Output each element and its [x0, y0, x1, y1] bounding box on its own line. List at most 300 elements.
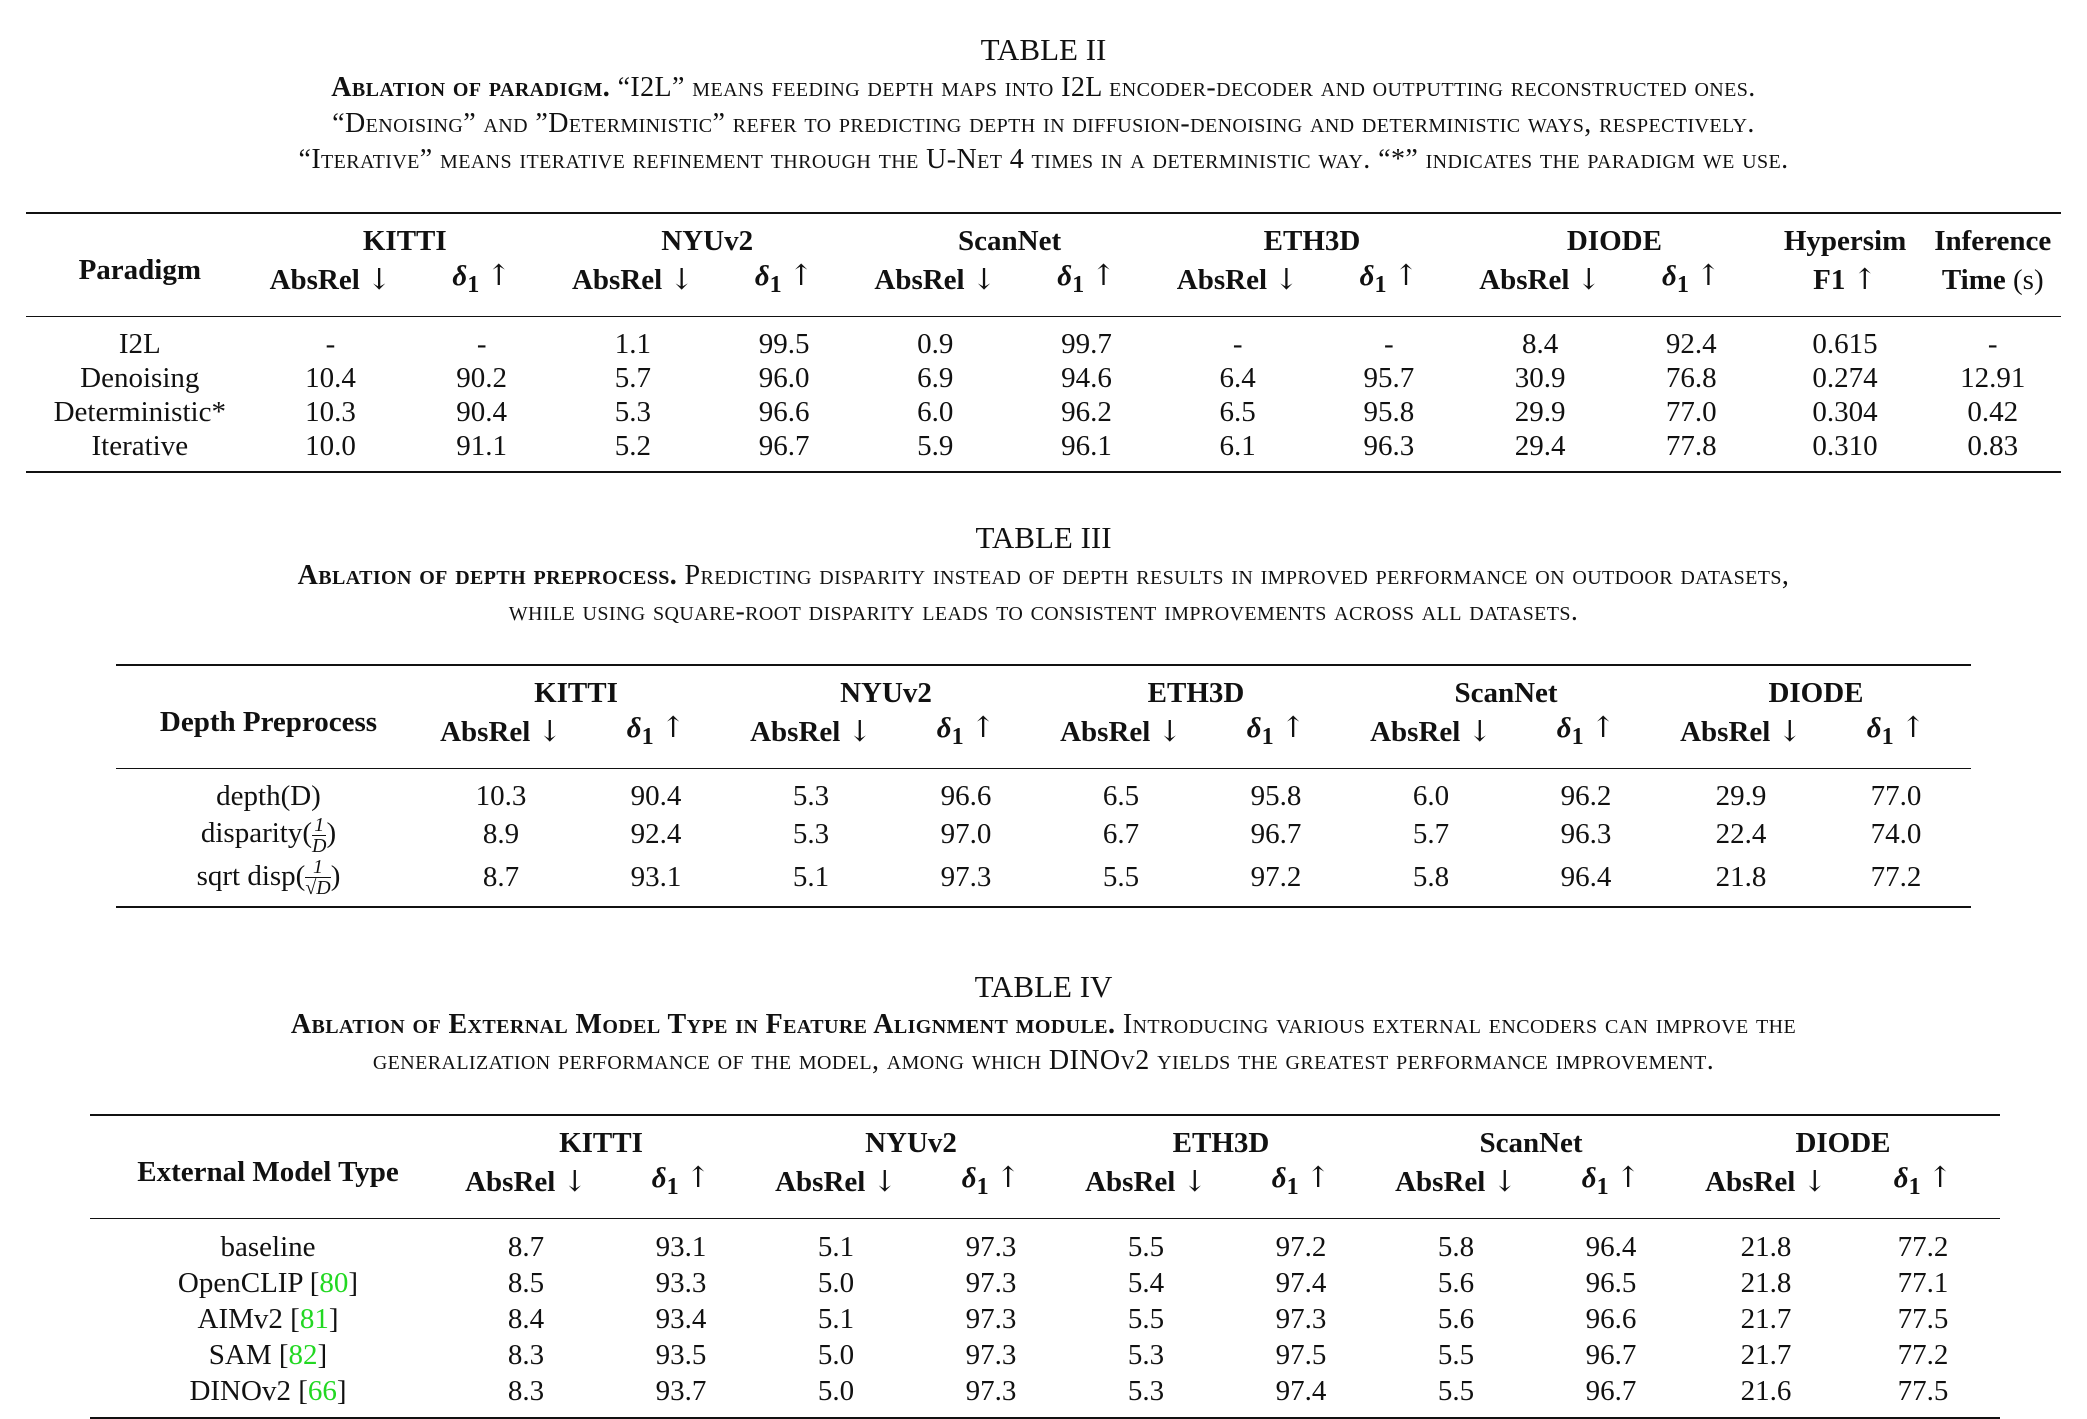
table-cell: 29.9	[1514, 395, 1566, 428]
table-row	[90, 1265, 2000, 1301]
table-cell: 96.3	[1363, 429, 1415, 462]
table-cell: 96.7	[1250, 818, 1302, 851]
table-cell: 97.3	[965, 1266, 1017, 1299]
table-cell: 21.7	[1740, 1338, 1792, 1371]
table-cell: 91.1	[456, 429, 508, 462]
table3-metric-delta1	[1201, 710, 1351, 768]
table-cell: 0.9	[917, 327, 954, 360]
metric-delta-subscript: 1	[1286, 1172, 1299, 1200]
arrow-up-icon: ↑	[660, 710, 686, 744]
table2-hypersim-metric	[1766, 258, 1925, 316]
arrow-up-icon: ↑	[486, 258, 511, 292]
table2-metric-absrel	[1463, 258, 1617, 316]
metric-absrel-label: AbsRel	[1176, 264, 1268, 297]
metric-delta-label: δ	[1662, 260, 1677, 292]
table-row	[116, 856, 1971, 908]
table-cell: 0.615	[1812, 327, 1878, 360]
arrow-down-icon: ↓	[1157, 714, 1182, 749]
table-cell: 29.9	[1715, 779, 1767, 812]
row-label-text: DINOv2	[189, 1374, 291, 1407]
arrow-up-icon: ↑	[1305, 1160, 1331, 1194]
table-cell: 96.1	[1061, 429, 1112, 462]
table-cell: 8.4	[1521, 327, 1559, 360]
table3-col-preprocess: Depth Preprocess	[159, 705, 378, 738]
table-cell: 97.2	[1250, 861, 1302, 894]
table-cell: 97.2	[1275, 1230, 1327, 1263]
table3-group-header: NYUv2	[840, 677, 932, 709]
arrow-down-icon: ↓	[1467, 714, 1492, 749]
arrow-up-icon: ↑	[1900, 710, 1926, 744]
table-cell: 96.6	[758, 395, 810, 428]
metric-delta-label: δ	[1866, 712, 1882, 744]
table-cell: 6.4	[1219, 361, 1256, 394]
table4-col-model-type: External Model Type	[137, 1155, 399, 1188]
arrow-up-icon: ↑	[1091, 258, 1116, 292]
table-cell: 90.4	[456, 395, 508, 428]
table-cell: 10.4	[305, 361, 356, 394]
table2-group-header: NYUv2	[661, 225, 754, 257]
row-label-text: disparity(	[200, 816, 313, 849]
arrow-up-icon: ↑	[1696, 258, 1721, 292]
table-cell: 8.5	[507, 1266, 545, 1299]
metric-absrel-label: AbsRel	[571, 264, 663, 297]
table2-group-header: DIODE	[1566, 225, 1662, 257]
inference-unit: (s)	[2013, 263, 2044, 296]
table2-caption-line: “I2L” means feeding depth maps into I2L encoder-decoder and outputting reconstructed ones.	[617, 72, 1756, 103]
table-cell: 5.5	[1127, 1230, 1165, 1263]
table-cell: 5.3	[792, 779, 830, 812]
table4-caption-line: Introducing various external encoders can improve the	[1122, 1009, 1797, 1040]
table-cell: 77.0	[1870, 779, 1922, 812]
table-cell: 5.5	[1102, 861, 1140, 894]
fraction	[312, 815, 326, 856]
table3-caption-line: while using square-root disparity leads to consistent improvements across all datasets.	[508, 596, 1579, 627]
metric-absrel-label: AbsRel	[1705, 1166, 1796, 1199]
table-cell: 95.8	[1363, 395, 1415, 428]
table-cell: 5.0	[817, 1374, 855, 1407]
metric-absrel-label: AbsRel	[1479, 264, 1570, 297]
table4-metric-absrel	[1066, 1160, 1226, 1218]
metric-delta-subscript: 1	[1374, 270, 1387, 298]
table-cell: 0.42	[1967, 395, 2019, 428]
row-label: DINOv2 [66]	[189, 1374, 347, 1407]
table-cell: 97.4	[1275, 1266, 1327, 1299]
table-cell: 6.5	[1219, 395, 1256, 428]
arrow-down-icon: ↓	[1576, 262, 1601, 297]
inference-time-label: Time	[1941, 263, 2006, 296]
table-cell: 99.5	[758, 327, 810, 360]
metric-delta-label: δ	[936, 712, 952, 744]
table-cell: 12.91	[1960, 361, 2026, 394]
table-cell: 92.4	[630, 818, 682, 851]
table-cell: 6.0	[1412, 779, 1450, 812]
table-cell: 77.0	[1665, 395, 1717, 428]
table-cell: 96.4	[1560, 861, 1612, 894]
table-cell: 97.3	[965, 1302, 1017, 1335]
metric-delta-subscript: 1	[467, 270, 480, 298]
table-cell: 30.9	[1514, 361, 1566, 394]
metric-delta-label: δ	[1246, 712, 1262, 744]
arrow-up-icon: ↑	[1927, 1160, 1953, 1194]
table3-metric-delta1	[891, 710, 1041, 768]
metric-absrel-label: AbsRel	[775, 1166, 866, 1199]
table-cell: 90.2	[456, 361, 508, 394]
table2-metric-absrel	[858, 258, 1012, 316]
table-row	[26, 395, 2061, 429]
table-cell: 77.1	[1897, 1266, 1949, 1299]
table-cell: 97.3	[965, 1338, 1017, 1371]
table4-metric-absrel	[446, 1160, 606, 1218]
row-label	[116, 856, 421, 908]
table-cell: 10.3	[305, 395, 356, 428]
table2-caption-line: “Iterative” means iterative refinement through the U-Net 4 times in a deterministic way. “*” indicates the paradigm we use.	[298, 144, 1789, 175]
table-cell: 96.3	[1560, 818, 1612, 851]
table-cell: 5.5	[1437, 1338, 1475, 1371]
table-row	[116, 813, 1971, 856]
table3-caption-line: Predicting disparity instead of depth results in improved performance on outdoor datasets,	[684, 560, 1790, 591]
table-cell: 96.7	[758, 429, 810, 462]
table-cell: 96.7	[1585, 1374, 1637, 1407]
table4-metric-absrel	[1686, 1160, 1846, 1218]
row-label-text: depth(D)	[216, 779, 321, 812]
table-cell: 8.7	[507, 1230, 545, 1263]
table-cell: 8.9	[482, 818, 520, 851]
table-cell: 6.1	[1219, 429, 1256, 462]
table-cell: 74.0	[1870, 818, 1922, 851]
table-cell: 21.7	[1740, 1302, 1792, 1335]
row-label: AIMv2 [81]	[197, 1302, 339, 1335]
row-label: SAM [82]	[208, 1338, 328, 1371]
table-cell: 21.6	[1740, 1374, 1792, 1407]
table-cell: 76.8	[1665, 361, 1717, 394]
fraction-denominator: √D	[305, 877, 331, 900]
table4-metric-absrel	[1376, 1160, 1536, 1218]
citation-link[interactable]: 82	[288, 1338, 318, 1371]
metric-delta-label: δ	[1271, 1162, 1287, 1194]
table-cell: 5.0	[817, 1266, 855, 1299]
fraction-denominator: D	[312, 834, 327, 857]
table4-group-header: KITTI	[559, 1127, 643, 1159]
row-label-suffix: )	[330, 859, 341, 892]
metric-delta-subscript: 1	[951, 722, 964, 750]
table3-label: TABLE III	[975, 520, 1112, 555]
metric-absrel-label: AbsRel	[1060, 716, 1151, 749]
table3-heading	[0, 520, 2087, 630]
table-row	[26, 429, 2061, 472]
hypersim-f1-label: F1	[1813, 264, 1846, 297]
table3-metric-delta1	[1821, 710, 1971, 768]
metric-delta-subscript: 1	[769, 270, 782, 298]
table4-group-header: ETH3D	[1172, 1127, 1270, 1159]
table4-caption	[0, 1007, 2087, 1079]
table-cell: 22.4	[1715, 818, 1767, 851]
arrow-down-icon: ↓	[847, 714, 872, 749]
table-cell: 96.7	[1585, 1338, 1637, 1371]
table-cell: 93.1	[655, 1230, 707, 1263]
metric-delta-subscript: 1	[1596, 1172, 1609, 1200]
table-cell: 5.3	[614, 395, 651, 428]
row-label	[90, 1218, 446, 1265]
arrow-down-icon: ↓	[537, 714, 562, 749]
table-cell: 77.2	[1897, 1338, 1949, 1371]
table-cell: 96.4	[1585, 1230, 1637, 1263]
table2-metric-delta1	[710, 258, 859, 316]
table2-heading	[0, 32, 2087, 178]
table2-metric-absrel	[1161, 258, 1315, 316]
table4-caption-line: generalization performance of the model, among which DINOv2 yields the greatest performance improvement.	[372, 1045, 1715, 1076]
table2-metric-delta1	[1315, 258, 1464, 316]
row-label	[116, 768, 421, 813]
table-row	[26, 316, 2061, 361]
arrow-down-icon: ↓	[1777, 714, 1802, 749]
arrow-up-icon: ↑	[1615, 1160, 1641, 1194]
table-cell: 6.9	[917, 361, 954, 394]
metric-absrel-label: AbsRel	[440, 716, 531, 749]
table3-metric-delta1	[1511, 710, 1661, 768]
metric-delta-label: δ	[1359, 260, 1375, 292]
arrow-down-icon: ↓	[872, 1164, 897, 1199]
table-cell: 5.8	[1412, 861, 1450, 894]
table-cell: 5.3	[1127, 1374, 1165, 1407]
table-cell: 99.7	[1061, 327, 1112, 360]
arrow-up-icon: ↑	[1590, 710, 1616, 744]
arrow-down-icon: ↓	[1274, 262, 1299, 297]
metric-absrel-label: AbsRel	[750, 716, 841, 749]
table-row	[116, 768, 1971, 813]
table-cell: -	[476, 327, 487, 360]
table-cell: 97.0	[940, 818, 992, 851]
table-cell: 5.8	[1437, 1230, 1475, 1263]
table2-metric-delta1	[407, 258, 556, 316]
table-cell: 77.2	[1897, 1230, 1949, 1263]
arrow-up-icon: ↑	[789, 258, 814, 292]
arrow-down-icon: ↓	[1182, 1164, 1207, 1199]
row-label-text: baseline	[220, 1230, 316, 1263]
table-cell: 5.7	[614, 361, 651, 394]
metric-delta-label: δ	[754, 260, 770, 292]
row-label-text: AIMv2	[197, 1302, 283, 1335]
table-row	[90, 1337, 2000, 1373]
metric-delta-label: δ	[452, 260, 468, 292]
table2-caption-line: “Denoising” and ”Deterministic” refer to predicting depth in diffusion-denoising and deterministic ways, respectively.	[332, 108, 1755, 139]
arrow-up-icon: ↑	[1280, 710, 1306, 744]
table-cell: 97.3	[965, 1374, 1017, 1407]
table-cell: 0.274	[1812, 361, 1878, 394]
table3-metric-absrel	[1661, 710, 1821, 768]
table2-caption-lead: Ablation of paradigm.	[331, 72, 611, 103]
arrow-down-icon: ↓	[1802, 1164, 1827, 1199]
table-cell: -	[1232, 327, 1243, 360]
table4-metric-delta1	[1846, 1160, 2000, 1218]
metric-absrel-label: AbsRel	[465, 1166, 556, 1199]
arrow-down-icon: ↓	[367, 262, 392, 297]
metric-delta-subscript: 1	[1881, 722, 1894, 750]
table-cell: 29.4	[1514, 429, 1566, 462]
metric-delta-label: δ	[651, 1162, 667, 1194]
table-cell: 1.1	[614, 327, 651, 360]
table-cell: 0.304	[1812, 395, 1878, 428]
table2-inference-header: Inference	[1934, 225, 2052, 257]
table-cell: 5.0	[817, 1338, 855, 1371]
table2	[26, 212, 2061, 473]
table-cell: 93.7	[655, 1374, 707, 1407]
table-cell: 97.3	[1275, 1302, 1327, 1335]
metric-absrel-label: AbsRel	[874, 264, 965, 297]
row-label-suffix: )	[326, 816, 337, 849]
table3-caption-lead: Ablation of depth preprocess.	[297, 560, 678, 591]
table-cell: 8.4	[507, 1302, 545, 1335]
table3-group-header: DIODE	[1768, 677, 1864, 709]
table-cell: 96.6	[940, 779, 992, 812]
table-cell: -	[1987, 327, 1998, 360]
arrow-up-icon: ↑	[1393, 258, 1419, 292]
table-cell: 5.5	[1437, 1374, 1475, 1407]
table-cell: 8.7	[482, 861, 520, 894]
table-cell: 97.3	[965, 1230, 1017, 1263]
table-cell: 95.8	[1250, 779, 1302, 812]
metric-delta-label: δ	[1893, 1162, 1909, 1194]
table-cell: 93.4	[655, 1302, 707, 1335]
metric-delta-subscript: 1	[1072, 270, 1085, 298]
metric-delta-label: δ	[1556, 712, 1572, 744]
table-cell: 5.3	[1127, 1338, 1165, 1371]
citation-link[interactable]: 66	[307, 1374, 337, 1407]
table-cell: 93.5	[655, 1338, 707, 1371]
metric-absrel-label: AbsRel	[1395, 1166, 1486, 1199]
metric-delta-subscript: 1	[1571, 722, 1584, 750]
table3-metric-absrel	[421, 710, 581, 768]
table-cell: 77.8	[1665, 429, 1717, 462]
table2-col-paradigm: Paradigm	[78, 253, 201, 286]
table3-group-header: ETH3D	[1147, 677, 1245, 709]
table2-caption	[0, 70, 2087, 178]
table-cell: 95.7	[1363, 361, 1415, 394]
table3-metric-delta1	[581, 710, 731, 768]
table-cell: 5.2	[614, 429, 651, 462]
table-cell: 97.3	[940, 861, 992, 894]
table4-caption-lead: Ablation of External Model Type in Feature Alignment module.	[290, 1009, 1116, 1040]
arrow-down-icon: ↓	[1492, 1164, 1517, 1199]
arrow-up-icon: ↑	[970, 710, 996, 744]
table-cell: 77.2	[1870, 861, 1922, 894]
fraction-numerator: 1	[305, 857, 330, 878]
citation-link[interactable]: 81	[299, 1302, 329, 1335]
table3-group-header: KITTI	[534, 677, 618, 709]
table-cell: 6.5	[1102, 779, 1140, 812]
metric-delta-label: δ	[1581, 1162, 1597, 1194]
table-cell: 21.8	[1740, 1230, 1792, 1263]
arrow-up-icon: ↑	[995, 1160, 1021, 1194]
metric-delta-subscript: 1	[1261, 722, 1274, 750]
row-label	[116, 813, 421, 856]
table2-label: TABLE II	[980, 32, 1107, 67]
table2-hypersim-header: Hypersim	[1783, 225, 1907, 257]
table-cell: 0.310	[1812, 429, 1878, 462]
table4-label: TABLE IV	[974, 969, 1113, 1004]
table-cell: 77.5	[1897, 1302, 1949, 1335]
table4-metric-delta1	[1536, 1160, 1686, 1218]
table-cell: 5.4	[1127, 1266, 1165, 1299]
row-label: OpenCLIP [80]	[177, 1266, 359, 1299]
table-cell: 10.0	[305, 429, 356, 462]
citation-link[interactable]: 80	[319, 1266, 349, 1299]
table3-metric-absrel	[1041, 710, 1201, 768]
table3-metric-absrel	[731, 710, 891, 768]
row-label: I2L	[118, 327, 161, 360]
table4-heading	[0, 969, 2087, 1079]
table-cell: -	[325, 327, 336, 360]
table3-metric-absrel	[1351, 710, 1511, 768]
arrow-down-icon: ↓	[669, 262, 694, 297]
table-cell: 8.3	[507, 1374, 545, 1407]
table-cell: 5.6	[1437, 1266, 1475, 1299]
table-row	[90, 1218, 2000, 1265]
arrow-up-icon: ↑	[685, 1160, 711, 1194]
table4-metric-delta1	[1226, 1160, 1376, 1218]
table-cell: 97.4	[1275, 1374, 1327, 1407]
metric-absrel-label: AbsRel	[1680, 716, 1771, 749]
table-cell: 90.4	[630, 779, 682, 812]
table2-metric-absrel	[556, 258, 710, 316]
table4-group-header: DIODE	[1795, 1127, 1891, 1159]
table2-metric-absrel	[254, 258, 408, 316]
table-cell: 96.2	[1560, 779, 1612, 812]
table3-group-header: ScanNet	[1454, 677, 1558, 709]
arrow-down-icon: ↓	[562, 1164, 587, 1199]
table2-metric-delta1	[1012, 258, 1161, 316]
table4-metric-absrel	[756, 1160, 916, 1218]
row-label-text: SAM	[208, 1338, 272, 1371]
metric-absrel-label: AbsRel	[1085, 1166, 1176, 1199]
table-cell: 5.6	[1437, 1302, 1475, 1335]
table4-metric-delta1	[916, 1160, 1066, 1218]
table-cell: 93.1	[630, 861, 682, 894]
metric-delta-subscript: 1	[1676, 270, 1689, 298]
row-label: Iterative	[91, 429, 189, 462]
table2-inference-metric	[1925, 258, 2062, 316]
table2-group-header: ScanNet	[958, 225, 1062, 257]
metric-delta-subscript: 1	[666, 1172, 679, 1200]
table-cell: 6.7	[1102, 818, 1140, 851]
table-cell: 6.0	[917, 395, 954, 428]
table-cell: 10.3	[475, 779, 527, 812]
table-cell: 96.6	[1585, 1302, 1637, 1335]
table4-metric-delta1	[606, 1160, 756, 1218]
table-cell: 77.5	[1897, 1374, 1949, 1407]
table-cell: 97.5	[1275, 1338, 1327, 1371]
table-row	[90, 1373, 2000, 1418]
table-cell: 5.9	[917, 429, 954, 462]
table4	[90, 1114, 2000, 1419]
fraction	[305, 857, 330, 898]
table-cell: 92.4	[1665, 327, 1717, 360]
table3	[116, 664, 1971, 908]
table-cell: 5.7	[1412, 818, 1450, 851]
table-cell: 21.8	[1740, 1266, 1792, 1299]
table-cell: 94.6	[1061, 361, 1112, 394]
metric-delta-label: δ	[1057, 260, 1073, 292]
table4-group-header: ScanNet	[1479, 1127, 1583, 1159]
table-cell: 5.1	[817, 1230, 855, 1263]
table-cell: 0.83	[1967, 429, 2019, 462]
row-label-text: OpenCLIP	[177, 1266, 303, 1299]
table3-caption	[0, 558, 2087, 630]
metric-delta-subscript: 1	[1908, 1172, 1921, 1200]
table-row	[90, 1301, 2000, 1337]
row-label: Denoising	[80, 361, 200, 394]
table-cell: 5.3	[792, 818, 830, 851]
metric-delta-label: δ	[961, 1162, 977, 1194]
